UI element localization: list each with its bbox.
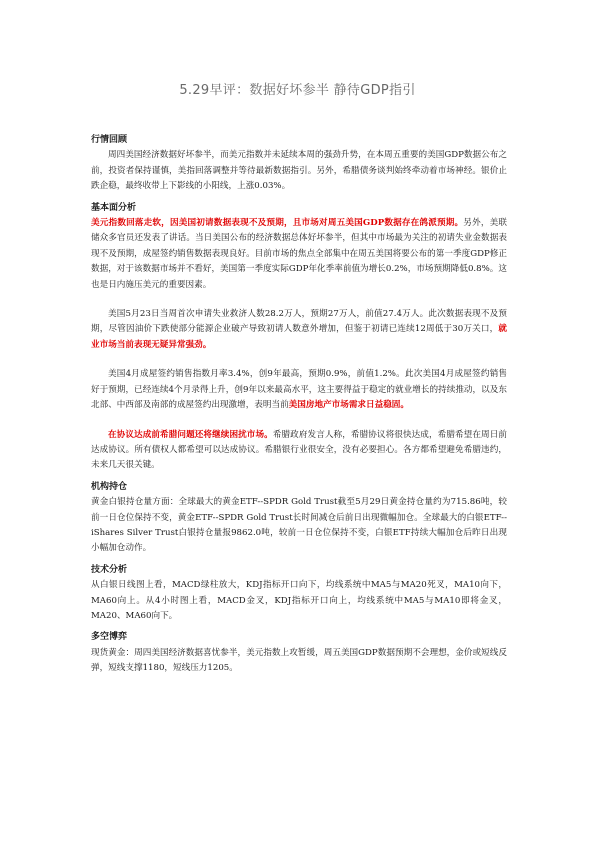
fundamental-paragraph-1-rest: 另外，美联储众多官员还发表了讲话。当日美国公布的经济数据总体好坏参半，但其中市场最为关注的初请失业金数据表现不及预期，成屋签约销售数据表现良好。目前市场的焦点全部集中在周五美国将要公布的第一季度GDP修正数据，对于该数据市场并不看好，美国第一季度实际GDP年化季率前值为增长0.2%，市场预期降低0.8%。这也是日内施压美元的重要因素。	[91, 218, 507, 290]
jobless-claims-text: 美国5月23日当周首次申请失业救济人数28.2万人，预期27万人，前值27.4万人。此次数据表现不及预期，尽管因油价下跌使部分能源企业破产导致初请人数意外增加，但鉴于初请已连续12周低于30万关口，	[91, 309, 507, 335]
highlight-job-market: 就业市场当前表现无疑异常强劲。	[91, 324, 507, 350]
holdings-paragraph: 黄金白银持仓量方面：全球最大的黄金ETF--SPDR Gold Trust截至5月29日黄金持仓量约为715.86吨，较前一日仓位保持不变，黄金ETF--SPDR Gold Trust长时间减仓后前日出现微幅加仓。全球最大的白银ETF--iShares Silver Trust白银持仓量报9862.0吨，较前一日仓位保持不变，白银ETF持续大幅加仓后昨日出现小幅加仓动作。	[91, 497, 507, 554]
highlight-dollar-weakness: 美元指数回落走软，因美国初请数据表现不及预期，且市场对周五美国GDP数据存在鸽派预期。	[91, 218, 464, 229]
section-heading-fundamental: 基本面分析	[91, 202, 137, 213]
section-heading-strategy: 多空博弈	[91, 632, 128, 643]
section-heading-technical: 技术分析	[91, 564, 128, 575]
fundamental-paragraph-3	[91, 367, 507, 413]
document-title: 5.29早评：数据好坏参半 静待GDP指引	[179, 83, 416, 98]
fundamental-paragraph-1	[91, 216, 507, 293]
pending-home-sales-text: 美国4月成屋签约销售指数月率3.4%，创9年最高，预期0.9%，前值1.2%。此次美国4月成屋签约销售好于预期，已经连续4个月录得上升，创9年以来最高水平，这主要得益于稳定的就业增长的持续推动，以及东北部、中西部及南部的成屋签约出现激增，表明当前	[91, 369, 507, 411]
document-body	[91, 133, 507, 677]
review-paragraph: 周四美国经济数据好坏参半，而美元指数并未延续本周的强劲升势，在本周五重要的美国GDP数据公布之前，投资者保持谨慎，美指回落调整并等待最新数据指引。另外，希腊债务谈判始终牵动着市场神经。银价止跌企稳，最终收带上下影线的小阳线，上涨0.03%。	[91, 150, 507, 192]
section-heading-holdings: 机构持仓	[91, 481, 128, 492]
technical-paragraph: 从白银日线图上看，MACD绿柱放大，KDJ指标开口向下，均线系统中MA5与MA20死叉，MA10向下，MA60向上。从4小时图上看，MACD金叉，KDJ指标开口向上，均线系统中MA5与MA10即将金叉，MA20、MA60向下。	[91, 580, 507, 621]
section-heading-review: 行情回顾	[91, 135, 128, 145]
highlight-greece: 在协议达成前希腊问题还将继续困扰市场。	[108, 429, 273, 440]
fundamental-paragraph-4	[91, 428, 507, 474]
fundamental-paragraph-2	[91, 307, 507, 353]
highlight-housing-market: 美国房地产市场需求日益稳固。	[288, 400, 409, 411]
strategy-paragraph: 现货黄金：周四美国经济数据喜忧参半，美元指数上攻暂缓，周五美国GDP数据预期不会理想，金价或短线反弹，短线支撑1180，短线压力1205。	[91, 647, 507, 674]
greece-text: 希腊政府发言人称，希腊协议将很快达成，希腊希望在周日前达成协议。所有债权人都希望可以达成协议。希腊银行业很安全，没有必要担心。各方都希望避免希腊违约，未来几天很关键。	[91, 429, 507, 471]
